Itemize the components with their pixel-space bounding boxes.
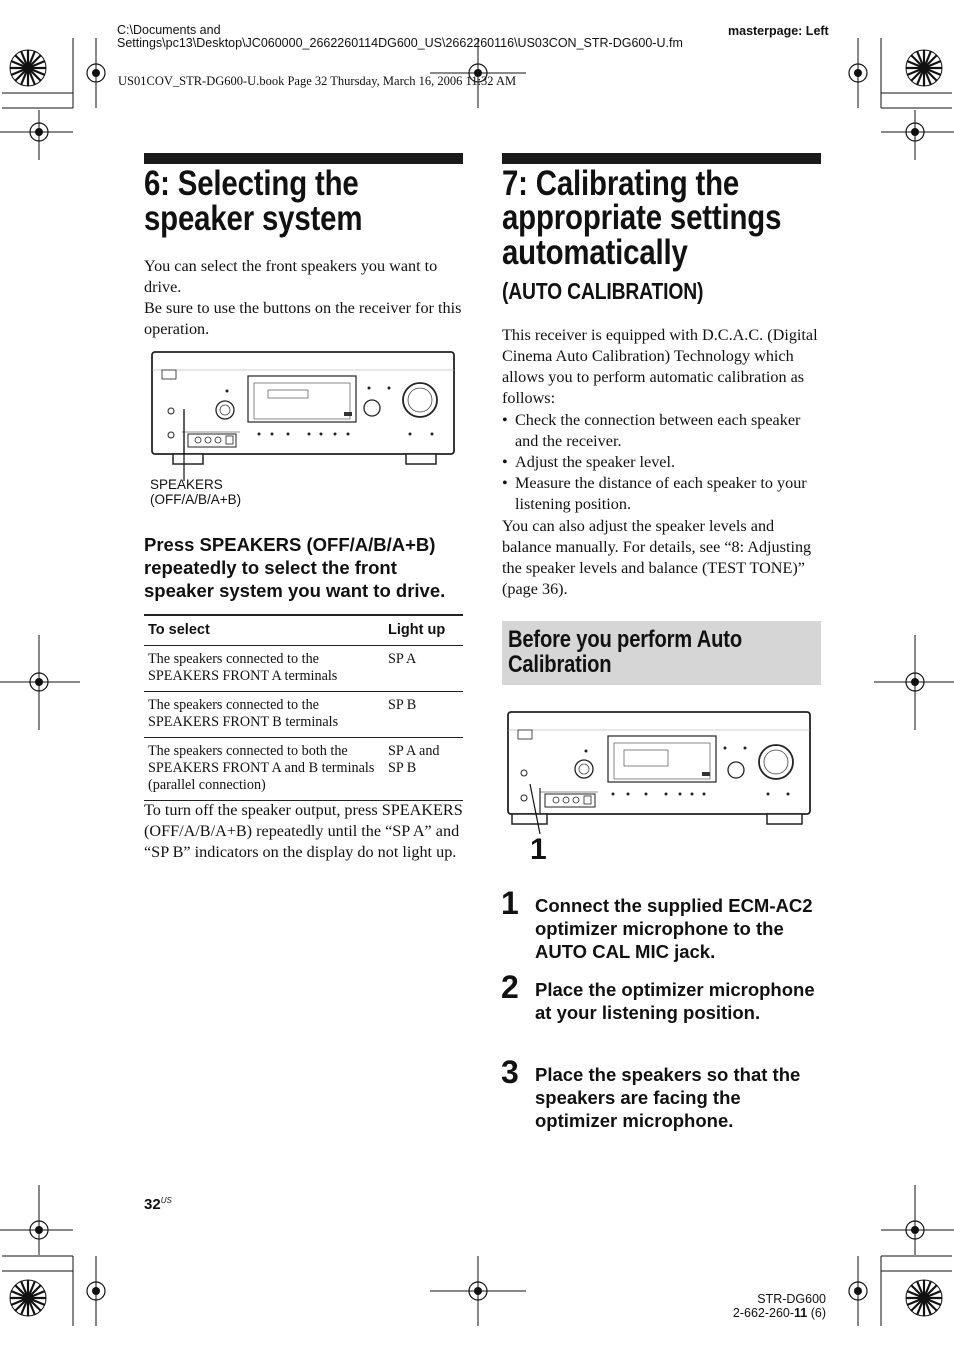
step-number: 1 xyxy=(501,885,519,921)
speakers-figure-label: SPEAKERS (OFF/A/B/A+B) xyxy=(150,477,242,507)
left-outro: To turn off the speaker output, press SPEAKERS (OFF/A/B/A+B) repeatedly until the “SP A” and “SP B” indicators on the display do not light up. xyxy=(144,801,463,861)
left-section-title: 6: Selecting the speaker system xyxy=(144,164,363,238)
footer-code-suffix: (6) xyxy=(807,1306,826,1320)
list-item: • Measure the distance of each speaker to your listening position. xyxy=(502,473,822,515)
footer-code-bold: 11 xyxy=(794,1306,808,1320)
table-header-select: To select xyxy=(144,615,384,646)
left-intro-2: Be sure to use the buttons on the receiver for this operation. xyxy=(144,299,462,338)
right-section-title-line3: automatically xyxy=(502,233,688,272)
step-number: 2 xyxy=(501,969,519,1005)
header-file-path: C:\Documents and Settings\pc13\Desktop\JC060000_2662260114DG600_US\2662260116\US03CON_STR-DG600-U.fm xyxy=(117,23,683,50)
right-paragraph-2: You can also adjust the speaker levels and balance manually. For details, see “8: Adjusting the speaker levels and balance (TEST TONE)” (page 36). xyxy=(502,517,812,598)
right-section-title-line1: 7: Calibrating the xyxy=(502,164,740,203)
left-title-rule xyxy=(144,153,463,164)
list-item: • Adjust the speaker level. xyxy=(502,452,822,473)
list-item: • Check the connection between each speaker and the receiver. xyxy=(502,410,822,452)
table-cell-select: The speakers connected to both the SPEAKERS FRONT A and B terminals (parallel connection) xyxy=(144,738,384,801)
table-cell-light: SP B xyxy=(384,692,463,738)
table-cell-select: The speakers connected to the SPEAKERS FRONT A terminals xyxy=(144,646,384,692)
subsection-title: Before you perform Auto Calibration xyxy=(508,626,742,678)
right-title-rule xyxy=(502,153,821,164)
right-section-subtitle: (AUTO CALIBRATION) xyxy=(502,278,704,304)
right-section-title-line2: appropriate settings xyxy=(502,198,782,237)
table-row xyxy=(144,738,463,801)
right-paragraph-1: This receiver is equipped with D.C.A.C. (Digital Cinema Auto Calibration) Technology which allows you to perform automatic calibration as follows: xyxy=(502,326,818,407)
step-number: 3 xyxy=(501,1054,519,1090)
step-text: Place the optimizer microphone at your listening position. xyxy=(535,979,815,1023)
page-number xyxy=(144,1196,172,1213)
page-number-value: 32 xyxy=(144,1196,161,1213)
footer-model: STR-DG600 xyxy=(757,1292,826,1306)
footer-code-prefix: 2-662-260- xyxy=(732,1306,795,1320)
table-row xyxy=(144,692,463,738)
left-intro-1: You can select the front speakers you want to drive. xyxy=(144,257,438,296)
step-text: Place the speakers so that the speakers are facing the optimizer microphone. xyxy=(535,1064,801,1131)
header-masterpage: masterpage: Left xyxy=(728,24,829,38)
table-row xyxy=(144,646,463,692)
table-cell-select: The speakers connected to the SPEAKERS FRONT B terminals xyxy=(144,692,384,738)
table-cell-light: SP A xyxy=(384,646,463,692)
table-cell-light: SP A and SP B xyxy=(384,738,463,801)
speaker-select-table xyxy=(144,614,463,801)
figure-callout-number: 1 xyxy=(530,833,547,866)
left-instruction: Press SPEAKERS (OFF/A/B/A+B) repeatedly to select the front speaker system you want to drive. xyxy=(144,534,446,601)
footer-code xyxy=(700,1306,826,1320)
header-book-line: US01COV_STR-DG600-U.book Page 32 Thursday, March 16, 2006 11:32 AM xyxy=(118,74,517,88)
page-number-suffix: US xyxy=(160,1196,172,1205)
speakers-callout-line xyxy=(176,405,196,485)
table-header-light: Light up xyxy=(384,615,463,646)
calibration-bullets xyxy=(502,410,822,515)
step-text: Connect the supplied ECM-AC2 optimizer microphone to the AUTO CAL MIC jack. xyxy=(535,895,813,962)
